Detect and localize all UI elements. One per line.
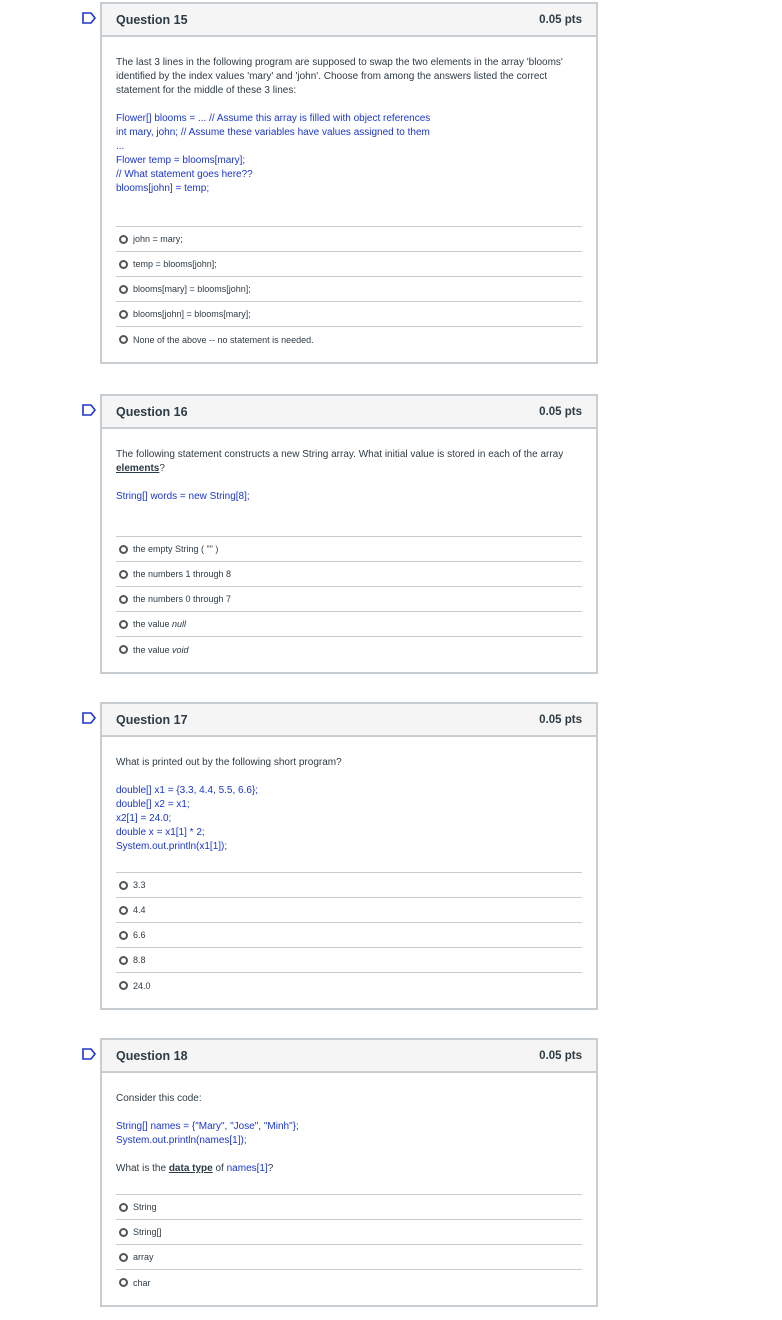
answer-option[interactable]	[116, 537, 582, 562]
code-line: // What statement goes here??	[116, 169, 253, 180]
answer-label: 6.6	[133, 930, 146, 940]
question-card	[100, 394, 598, 674]
code-line: int mary, john; // Assume these variables have values assigned to them	[116, 127, 430, 138]
radio-button[interactable]	[119, 570, 128, 579]
question-text: The last 3 lines in the following program are supposed to swap the two elements in the array 'blooms' identified by the index values 'mary' and 'john'. Choose from among the answers listed the correct statement for the middle of these 3 lines:	[116, 57, 563, 96]
radio-button[interactable]	[119, 335, 128, 344]
answer-option[interactable]	[116, 637, 582, 662]
code-line: x2[1] = 24.0;	[116, 813, 172, 824]
question-title: Question 18	[116, 1048, 188, 1063]
answer-option[interactable]	[116, 1195, 582, 1220]
answer-option[interactable]	[116, 327, 582, 352]
code-line: Flower[] blooms = ... // Assume this array is filled with object references	[116, 113, 431, 124]
answer-option[interactable]	[116, 227, 582, 252]
question-card	[100, 702, 598, 1010]
question-header	[102, 704, 596, 737]
radio-button[interactable]	[119, 1278, 128, 1287]
radio-button[interactable]	[119, 310, 128, 319]
radio-button[interactable]	[119, 260, 128, 269]
answer-label: char	[133, 1277, 151, 1288]
answer-label: the value null	[133, 619, 187, 629]
code-line: System.out.println(x1[1]);	[116, 841, 228, 852]
answer-option[interactable]	[116, 1220, 582, 1245]
radio-button[interactable]	[119, 906, 128, 915]
flag-question-icon[interactable]	[82, 12, 96, 24]
question-points: 0.05 pts	[539, 1049, 582, 1062]
answer-option[interactable]	[116, 898, 582, 923]
question-header	[102, 396, 596, 429]
question-text: The following statement constructs a new String array. What initial value is stored in each of the array elements?	[116, 449, 564, 474]
answer-label: String	[133, 1202, 157, 1212]
question-header	[102, 4, 596, 37]
code-line: Flower temp = blooms[mary];	[116, 155, 246, 166]
answer-label: temp = blooms[john];	[133, 259, 217, 269]
radio-button[interactable]	[119, 1228, 128, 1237]
question-title: Question 16	[116, 404, 188, 419]
question-points: 0.05 pts	[539, 405, 582, 418]
answer-option[interactable]	[116, 277, 582, 302]
answer-label: john = mary;	[133, 234, 183, 244]
answer-label: array	[133, 1252, 154, 1262]
answer-label: 8.8	[133, 955, 146, 965]
answer-list	[116, 226, 582, 352]
question-points: 0.05 pts	[539, 13, 582, 26]
question-header	[102, 1040, 596, 1073]
radio-button[interactable]	[119, 881, 128, 890]
answer-label: 4.4	[133, 905, 146, 915]
flag-question-icon[interactable]	[82, 712, 96, 724]
radio-button[interactable]	[119, 620, 128, 629]
question-title: Question 15	[116, 12, 188, 27]
flag-question-icon[interactable]	[82, 1048, 96, 1060]
question-card	[100, 1038, 598, 1307]
flag-question-icon[interactable]	[82, 404, 96, 416]
code-line: double[] x2 = x1;	[116, 799, 190, 810]
answer-option[interactable]	[116, 562, 582, 587]
radio-button[interactable]	[119, 285, 128, 294]
radio-button[interactable]	[119, 956, 128, 965]
answer-label: None of the above -- no statement is needed.	[133, 334, 314, 345]
answer-label: 3.3	[133, 880, 146, 890]
answer-label: the numbers 0 through 7	[133, 594, 232, 604]
answer-list	[116, 872, 582, 998]
radio-button[interactable]	[119, 1203, 128, 1212]
question-text: What is the data type of names[1]?	[116, 1163, 274, 1174]
answer-list	[116, 1194, 582, 1295]
question-text: What is printed out by the following short program?	[116, 757, 342, 768]
answer-label: String[]	[133, 1227, 162, 1237]
code-line: System.out.println(names[1]);	[116, 1135, 247, 1146]
question-points: 0.05 pts	[539, 713, 582, 726]
answer-option[interactable]	[116, 612, 582, 637]
answer-option[interactable]	[116, 302, 582, 327]
radio-button[interactable]	[119, 645, 128, 654]
answer-option[interactable]	[116, 587, 582, 612]
answer-option[interactable]	[116, 252, 582, 277]
answer-option[interactable]	[116, 1245, 582, 1270]
answer-option[interactable]	[116, 1270, 582, 1295]
radio-button[interactable]	[119, 981, 128, 990]
radio-button[interactable]	[119, 931, 128, 940]
code-line: String[] words = new String[8];	[116, 491, 250, 502]
question-card	[100, 2, 598, 364]
answer-label: 24.0	[133, 980, 151, 991]
radio-button[interactable]	[119, 545, 128, 554]
code-line: double[] x1 = {3.3, 4.4, 5.5, 6.6};	[116, 785, 259, 796]
question-text: Consider this code:	[116, 1093, 202, 1104]
answer-label: the value void	[133, 644, 189, 655]
question-title: Question 17	[116, 712, 188, 727]
answer-label: blooms[john] = blooms[mary];	[133, 309, 251, 319]
answer-label: the numbers 1 through 8	[133, 569, 232, 579]
radio-button[interactable]	[119, 1253, 128, 1262]
answer-option[interactable]	[116, 923, 582, 948]
code-line: blooms[john] = temp;	[116, 183, 210, 194]
answer-list	[116, 536, 582, 662]
radio-button[interactable]	[119, 235, 128, 244]
answer-option[interactable]	[116, 873, 582, 898]
answer-label: the empty String ( "" )	[133, 544, 219, 554]
answer-option[interactable]	[116, 948, 582, 973]
code-line: String[] names = {"Mary", "Jose", "Minh"};	[116, 1121, 299, 1132]
radio-button[interactable]	[119, 595, 128, 604]
answer-label: blooms[mary] = blooms[john];	[133, 284, 251, 294]
code-line: double x = x1[1] * 2;	[116, 827, 205, 838]
code-line: ...	[116, 141, 125, 152]
answer-option[interactable]	[116, 973, 582, 998]
